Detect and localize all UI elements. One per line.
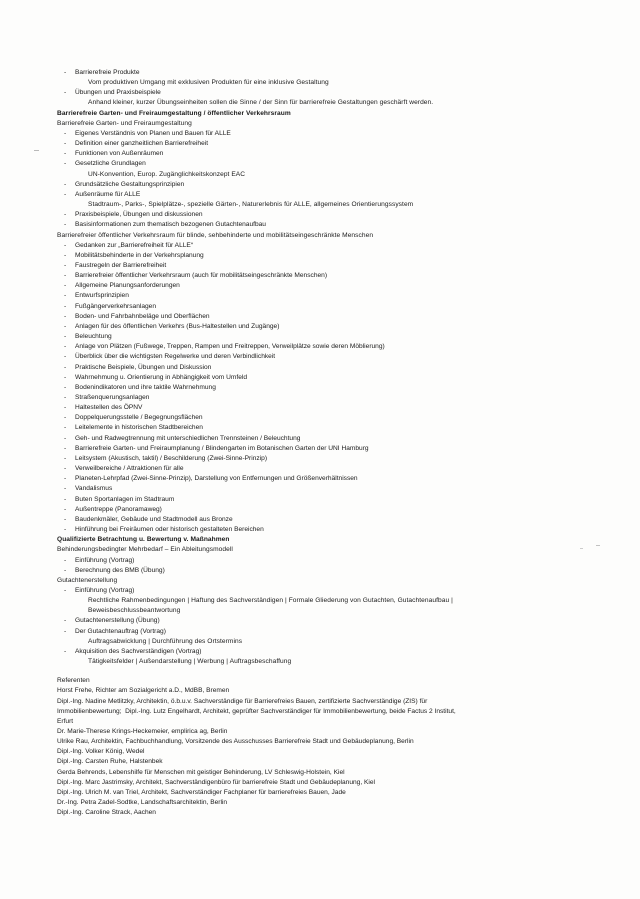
bullet-item-text: Gesetzliche Grundlagen	[75, 160, 146, 168]
reference-entry: Dr.-Ing. Petra Zadel-Sodtke, Landschaftsarchitektin, Berlin	[57, 799, 228, 807]
bullet-item-text: Verweilbereiche / Attraktionen für alle	[75, 465, 184, 473]
section-heading: Qualifizierte Betrachtung u. Bewertung v. Maßnahmen	[57, 536, 230, 544]
bullet-item-text: Faustregeln der Barrierefreiheit	[75, 261, 167, 269]
body-text-line: Vom produktiven Umgang mit exklusiven Produkten für eine inklusive Gestaltung	[88, 79, 329, 87]
bullet-list-item	[57, 241, 587, 251]
bullet-dash-icon: -	[64, 556, 67, 564]
bullet-dash-icon: -	[64, 261, 67, 269]
bullet-dash-icon: -	[64, 434, 67, 442]
bullet-dash-icon: -	[64, 353, 67, 361]
bullet-item-text: Eigenes Verständnis von Planen und Bauen für ALLE	[75, 129, 231, 137]
bullet-dash-icon: -	[64, 190, 67, 198]
bullet-list-item	[57, 403, 587, 413]
reference-entry: Dipl.-Ing. Marc Jastrimsky, Architekt, Sachverständigenbüro für barrierefreie Stadt und Gebäudeplanung, Kiel	[57, 778, 376, 786]
bullet-item-text: Leitelemente in historischen Stadtbereichen	[75, 424, 203, 432]
bullet-dash-icon: -	[64, 129, 67, 137]
bullet-dash-icon: -	[64, 647, 67, 655]
bullet-list-item	[57, 616, 587, 626]
bullet-list-item	[57, 495, 587, 505]
bullet-item-text: Allgemeine Planungsanforderungen	[75, 282, 180, 290]
body-text-line: Behinderungsbedingter Mehrbedarf – Ein Ableitungsmodell	[57, 546, 233, 554]
bullet-item-text: Wahrnehmung u. Orientierung in Abhängigkeit vom Umfeld	[75, 373, 248, 381]
bullet-item-text: Leitsystem (Akustisch, taktil) / Beschilderung (Zwei-Sinne-Prinzip)	[75, 454, 268, 462]
bullet-list-item	[57, 251, 587, 261]
reference-entry: Dipl.-Ing. Caroline Strack, Aachen	[57, 809, 156, 817]
bullet-dash-icon: -	[64, 586, 67, 594]
bullet-item-text: Planeten-Lehrpfad (Zwei-Sinne-Prinzip), Darstellung von Entfernungen und Größenverhältnissen	[75, 475, 358, 483]
bullet-dash-icon: -	[64, 566, 67, 574]
body-text-line: Rechtliche Rahmenbedingungen | Haftung des Sachverständigen | Formale Gliederung von Gutachten, Gutachtenaufbau |	[88, 597, 453, 605]
paragraph-spacer	[57, 667, 587, 676]
section-heading: Barrierefreie Garten- und Freiraumgestaltung / öffentlicher Verkehrsraum	[57, 109, 291, 117]
bullet-list-item	[57, 454, 587, 464]
bullet-dash-icon: -	[64, 424, 67, 432]
bullet-dash-icon: -	[64, 505, 67, 513]
bullet-item-text: Übungen und Praxisbeispiele	[75, 89, 161, 97]
bullet-dash-icon: -	[64, 333, 67, 341]
bullet-dash-icon: -	[64, 292, 67, 300]
bullet-list-item	[57, 647, 587, 657]
bullet-item-text: Doppelquerungsstelle / Begegnungsflächen	[75, 414, 203, 422]
bullet-item-text: Barrierefreier öffentlicher Verkehrsraum (auch für mobilitätseingeschränkte Menschen)	[75, 272, 328, 280]
bullet-dash-icon: -	[64, 282, 67, 290]
reference-entry: Dipl.-Ing. Volker König, Wedel	[57, 748, 145, 756]
bullet-list-item	[57, 261, 587, 271]
bullet-item-text: Fußgängerverkehrsanlagen	[75, 302, 157, 310]
bullet-dash-icon: -	[64, 394, 67, 401]
bullet-dash-icon: -	[64, 404, 67, 412]
bullet-list-item	[57, 363, 587, 373]
bullet-list-item	[57, 302, 587, 312]
reference-entry: Dipl.-Ing. Ulrich M. van Triel, Architekt, Sachverständiger Fachplaner für barrierefreies Bauen, Jade	[57, 788, 346, 796]
bullet-item-text: Geh- und Radwegtrennung mit unterschiedlichen Trennsteinen / Beleuchtung	[75, 434, 301, 442]
bullet-dash-icon: -	[64, 454, 67, 462]
bullet-dash-icon: -	[64, 617, 67, 625]
bullet-list-item	[57, 586, 587, 596]
bullet-item-text: Praxisbeispiele, Übungen und diskussionen	[75, 211, 203, 219]
bullet-item-text: Barrierefreie Produkte	[75, 69, 140, 76]
bullet-list-item	[57, 474, 587, 484]
bullet-item-text: Beleuchtung	[75, 333, 112, 341]
bullet-item-text: Mobilitätsbehinderte in der Verkehrsplanung	[75, 251, 204, 259]
bullet-dash-icon: -	[64, 272, 67, 280]
bullet-list-item	[57, 484, 587, 494]
bullet-list-item	[57, 383, 587, 393]
bullet-dash-icon: -	[64, 343, 67, 351]
bullet-dash-icon: -	[64, 312, 67, 320]
bullet-dash-icon: -	[64, 373, 67, 381]
bullet-dash-icon: -	[64, 495, 67, 503]
bullet-dash-icon: -	[64, 211, 67, 219]
bullet-dash-icon: -	[64, 221, 67, 229]
body-text-line: Stadtraum-, Parks-, Spielplätze-, spezielle Gärten-, Naturerlebnis für ALLE, allgemeines Orientierungssystem	[88, 201, 414, 209]
bullet-item-text: Bodenindikatoren und ihre taktile Wahrnehmung	[75, 383, 216, 391]
bullet-dash-icon: -	[64, 89, 67, 97]
bullet-list-item	[57, 444, 587, 454]
reference-entry: Immobilienbewertung; Dipl.-Ing. Lutz Engelhardt, Architekt, geprüfter Sachverständiger für Immobilienbewertung, beide Factus 2 Institut,	[57, 707, 456, 715]
bullet-dash-icon: -	[64, 526, 67, 534]
document-body	[57, 68, 587, 818]
reference-entry: Horst Frehe, Richter am Sozialgericht a.D., MdBB, Bremen	[57, 687, 230, 695]
reference-entry: Erfurt	[57, 717, 74, 725]
bullet-item-text: Basisinformationen zum thematisch bezogenen Gutachtenaufbau	[75, 221, 266, 229]
bullet-list-item	[57, 139, 587, 149]
bullet-item-text: Vandalismus	[75, 485, 113, 493]
bullet-item-text: Gedanken zur „Barrierefreiheit für ALLE“	[75, 241, 194, 249]
bullet-item-text: Haltestellen des ÖPNV	[75, 404, 143, 412]
bullet-dash-icon: -	[64, 363, 67, 371]
bullet-item-text: Straßenquerungsanlagen	[75, 394, 150, 401]
bullet-list-item	[57, 129, 587, 139]
bullet-dash-icon: -	[64, 322, 67, 330]
bullet-item-text: Außentreppe (Panoramaweg)	[75, 505, 162, 513]
bullet-list-item	[57, 434, 587, 444]
body-text-line: Auftragsabwicklung | Durchführung des Ortstermins	[88, 637, 243, 645]
body-text-line: Barrierefreie Garten- und Freiraumgestaltung	[57, 119, 192, 127]
bullet-dash-icon: -	[64, 302, 67, 310]
bullet-list-item	[57, 88, 587, 98]
bullet-item-text: Außenräume für ALLE	[75, 190, 141, 198]
body-text-line: UN-Konvention, Europ. Zugänglichkeitskonzept EAC	[88, 170, 246, 178]
bullet-list-item	[57, 423, 587, 433]
bullet-dash-icon: -	[64, 444, 67, 452]
bullet-list-item	[57, 352, 587, 362]
body-text-line: Anhand kleiner, kurzer Übungseinheiten sollen die Sinne / der Sinn für barrierefreie Gestaltungen geschärft werden.	[88, 99, 434, 107]
bullet-item-text: Akquisition des Sachverständigen (Vortrag)	[75, 647, 202, 655]
bullet-dash-icon: -	[64, 180, 67, 188]
bullet-item-text: Buten Sportanlagen im Stadtraum	[75, 495, 175, 503]
bullet-list-item	[57, 281, 587, 291]
bullet-dash-icon: -	[64, 515, 67, 523]
references-heading: Referenten	[57, 677, 90, 685]
bullet-item-text: Der Gutachtenauftrag (Vortrag)	[75, 627, 166, 635]
bullet-item-text: Praktische Beispiele, Übungen und Diskussion	[75, 363, 212, 371]
bullet-list-item	[57, 627, 587, 637]
bullet-dash-icon: -	[64, 475, 67, 483]
bullet-list-item	[57, 515, 587, 525]
bullet-list-item	[57, 271, 587, 281]
scan-artifact-left	[34, 150, 39, 151]
bullet-item-text: Grundsätzliche Gestaltungsprinzipien	[75, 180, 185, 188]
scan-artifact-right	[596, 545, 600, 546]
bullet-list-item	[57, 291, 587, 301]
bullet-list-item	[57, 210, 587, 220]
bullet-dash-icon: -	[64, 69, 67, 76]
bullet-item-text: Einführung (Vortrag)	[75, 556, 135, 564]
bullet-item-text: Baudenkmäler, Gebäude und Stadtmodell aus Bronze	[75, 515, 233, 523]
bullet-item-text: Anlage von Plätzen (Fußwege, Treppen, Rampen und Freitreppen, Verweilplätze sowie deren Möblierung)	[75, 343, 385, 351]
bullet-list-item	[57, 566, 587, 576]
bullet-item-text: Barrierefreie Garten- und Freiraumplanung / Blindengarten im Botanischen Garten der UNI Hamburg	[75, 444, 369, 452]
bullet-item-text: Anlagen für des öffentlichen Verkehrs (Bus-Haltestellen und Zugänge)	[75, 322, 280, 330]
bullet-item-text: Einführung (Vortrag)	[75, 586, 135, 594]
bullet-list-item	[57, 393, 587, 403]
bullet-list-item	[57, 332, 587, 342]
bullet-list-item	[57, 312, 587, 322]
reference-entry: Dipl.-Ing. Nadine Metlitzky, Architektin, ö.b.u.v. Sachverständige für Barrierefreies Bauen, zertifizierte Sachverständige (ZIS) für	[57, 697, 428, 705]
bullet-item-text: Funktionen von Außenräumen	[75, 150, 164, 158]
bullet-dash-icon: -	[64, 414, 67, 422]
bullet-dash-icon: -	[64, 140, 67, 148]
bullet-item-text: Definition einer ganzheitlichen Barrierefreiheit	[75, 140, 209, 148]
bullet-list-item	[57, 322, 587, 332]
bullet-dash-icon: -	[64, 251, 67, 259]
body-text-line: Barrierefreier öffentlicher Verkehrsraum für blinde, sehbehinderte und mobilitätseingeschränkte Menschen	[57, 231, 374, 239]
bullet-list-item	[57, 373, 587, 383]
body-text-line: Beweisbeschlussbeantwortung	[88, 607, 181, 615]
bullet-dash-icon: -	[64, 150, 67, 158]
reference-entry: Gerda Behrends, Lebenshilfe für Menschen mit geistiger Behinderung, LV Schleswig-Holstein, Kiel	[57, 768, 345, 776]
bullet-list-item	[57, 149, 587, 159]
bullet-list-item	[57, 190, 587, 200]
bullet-item-text: Gutachtenerstellung (Übung)	[75, 617, 160, 625]
bullet-list-item	[57, 159, 587, 169]
bullet-item-text: Hinführung bei Freiräumen oder historisch gestalteten Bereichen	[75, 526, 264, 534]
reference-entry: Dr. Marie-Therese Krings-Heckemeier, emplirica ag, Berlin	[57, 728, 228, 735]
bullet-list-item	[57, 180, 587, 190]
bullet-dash-icon: -	[64, 627, 67, 635]
bullet-item-text: Entwurfsprinzipien	[75, 292, 129, 300]
bullet-list-item	[57, 505, 587, 515]
bullet-dash-icon: -	[64, 241, 67, 249]
bullet-dash-icon: -	[64, 485, 67, 493]
bullet-list-item	[57, 413, 587, 423]
bullet-list-item	[57, 464, 587, 474]
bullet-item-text: Berechnung des BMB (Übung)	[75, 566, 165, 574]
bullet-list-item	[57, 68, 587, 78]
bullet-list-item	[57, 220, 587, 230]
bullet-list-item	[57, 556, 587, 566]
bullet-list-item	[57, 342, 587, 352]
bullet-item-text: Boden- und Fahrbahnbeläge und Oberflächen	[75, 312, 210, 320]
reference-entry: Dipl.-Ing. Carsten Ruhe, Halstenbek	[57, 758, 163, 766]
bullet-dash-icon: -	[64, 160, 67, 168]
bullet-list-item	[57, 525, 587, 535]
bullet-item-text: Überblick über die wichtigsten Regelwerke und deren Verbindlichkeit	[75, 353, 276, 361]
body-text-line: Gutachtenerstellung	[57, 576, 118, 584]
bullet-dash-icon: -	[64, 383, 67, 391]
reference-entry: Ulrike Rau, Architektin, Fachbuchhandlung, Vorsitzende des Ausschusses Barrierefreie Stadt und Gebäudeplanung, Berlin	[57, 738, 414, 746]
bullet-dash-icon: -	[64, 465, 67, 473]
body-text-line: Tätigkeitsfelder | Außendarstellung | Werbung | Auftragsbeschaffung	[88, 658, 292, 666]
